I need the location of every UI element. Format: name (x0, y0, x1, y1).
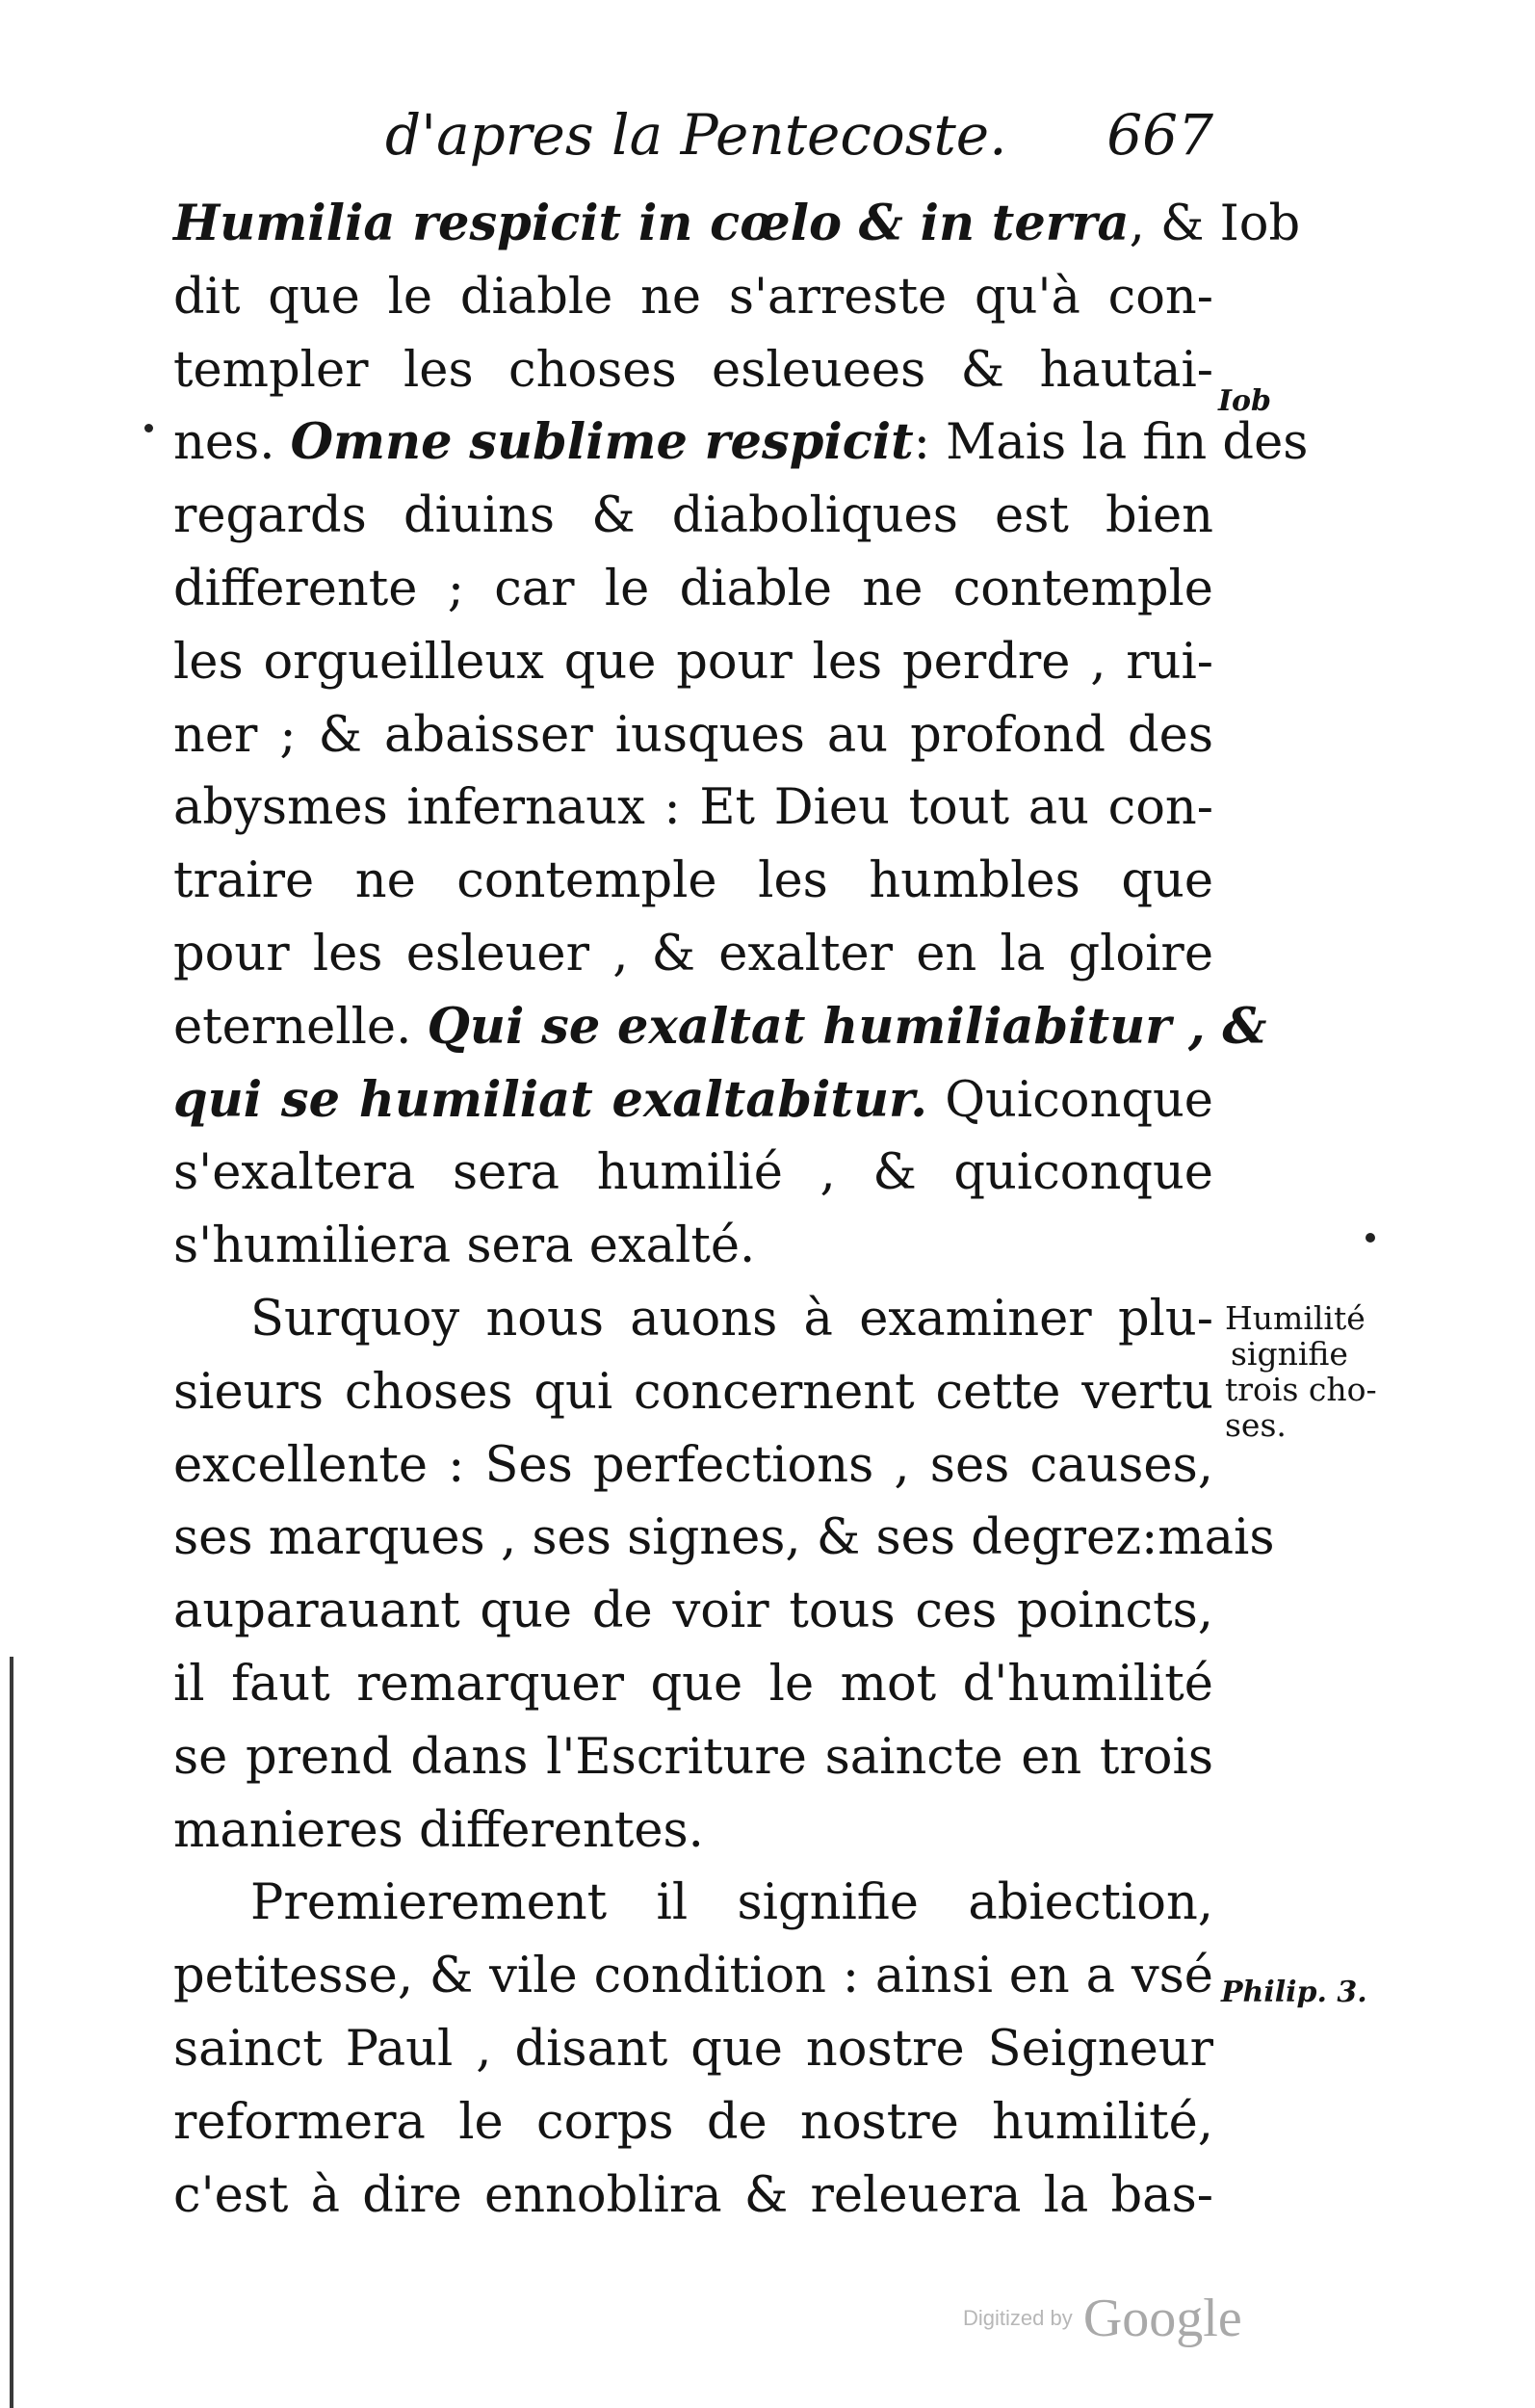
text-run: ses marques , ses signes, & ses degrez:mais (173, 1509, 1275, 1567)
text-run: , & Iob (1129, 196, 1301, 252)
text-line (173, 1721, 1213, 1794)
text-line (173, 1210, 1213, 1283)
watermark-google-logo: Google (1082, 2289, 1242, 2348)
text-line (173, 1356, 1213, 1429)
text-run: Surquoy nous auons à examiner plu- (250, 1290, 1213, 1348)
text-line (173, 918, 1213, 991)
text-run: templer les choses esleuees & hautai- (173, 341, 1213, 399)
text-run: nes. (173, 414, 291, 472)
digitized-watermark (963, 2288, 1290, 2365)
text-line (173, 845, 1213, 918)
running-title: d'apres la Pentecoste. (385, 102, 1007, 168)
text-line (173, 1283, 1213, 1356)
text-run: auparauant que de voir tous ces poincts, (173, 1583, 1213, 1640)
margin-note-line: signifie (1231, 1335, 1348, 1373)
text-line (173, 1648, 1213, 1721)
text-line (173, 334, 1213, 407)
text-run: eternelle. (173, 998, 428, 1056)
text-run: abysmes infernaux : Et Dieu tout au con- (173, 779, 1213, 837)
margin-note-line: ses. (1225, 1406, 1287, 1444)
text-line (173, 1137, 1213, 1210)
page-header (173, 92, 1213, 178)
text-line (173, 699, 1213, 772)
text-run: s'exaltera sera humilié , & quiconque (173, 1144, 1213, 1202)
text-run: petitesse, & vile condition : ainsi en a vsé (173, 1948, 1213, 2005)
margin-note-line: Humilité (1225, 1299, 1366, 1337)
text-run: traire ne contemple les humbles que (173, 852, 1213, 910)
text-line (173, 1064, 1213, 1138)
text-line (173, 2086, 1213, 2159)
text-line (173, 406, 1309, 480)
text-run: sainct Paul , disant que nostre Seigneur (173, 2020, 1213, 2078)
text-line (173, 2159, 1213, 2233)
latin-quote: qui se humiliat exaltabitur. (173, 1070, 927, 1129)
latin-quote: Humilia respicit in cœlo & in terra (173, 195, 1130, 252)
text-run: Premierement il signifie abiection, (250, 1874, 1213, 1932)
text-line (173, 991, 1267, 1064)
text-line (173, 2013, 1213, 2086)
margin-note-humilite (1225, 1300, 1377, 1443)
text-run: pour les esleuer , & exalter en la gloire (173, 925, 1213, 982)
text-run: differente ; car le diable ne contemple (173, 560, 1213, 617)
text-run: dit que le diable ne s'arreste qu'à con- (173, 268, 1213, 326)
ink-speck (1366, 1233, 1375, 1243)
text-line (173, 1502, 1275, 1575)
text-run: excellente : Ses perfections , ses causes, (173, 1436, 1213, 1494)
margin-note-job: Iob (1218, 384, 1272, 418)
margin-note-line: trois cho- (1225, 1371, 1377, 1408)
text-run: c'est à dire ennoblira & releuera la bas- (173, 2166, 1213, 2224)
text-run: s'humiliera sera exalté. (173, 1217, 756, 1275)
text-run: sieurs choses qui concernent cette vertu (173, 1363, 1213, 1421)
text-line (173, 553, 1213, 626)
text-line (173, 1575, 1213, 1648)
text-run: reformera le corps de nostre humilité, (173, 2093, 1213, 2151)
text-line (173, 1940, 1213, 2013)
latin-quote: Qui se exaltat humiliabitur , & (427, 997, 1267, 1056)
text-line (173, 1794, 1213, 1868)
text-run: manieres differentes. (173, 1801, 704, 1859)
text-run: Quiconque (926, 1071, 1213, 1129)
text-line (173, 1429, 1213, 1503)
text-run: les orgueilleux que pour les perdre , rui- (173, 633, 1213, 691)
text-line (173, 1867, 1213, 1940)
latin-quote: Omne sublime respicit (290, 413, 914, 472)
text-line (173, 626, 1213, 699)
margin-note-philip: Philip. 3. (1221, 1976, 1367, 2009)
page-edge-shadow (10, 1657, 13, 2408)
page-number: 667 (1106, 102, 1213, 168)
text-run: regards diuins & diaboliques est bien (173, 487, 1213, 545)
text-line (173, 772, 1213, 845)
text-run: ner ; & abaisser iusques au profond des (173, 706, 1213, 764)
text-run: il faut remarquer que le mot d'humilité (173, 1655, 1213, 1713)
text-line (173, 480, 1213, 553)
text-run: se prend dans l'Escriture saincte en trois (173, 1728, 1213, 1786)
ink-speck (144, 424, 153, 432)
text-line (173, 261, 1213, 334)
watermark-prefix: Digitized by (963, 2306, 1073, 2330)
text-run: : Mais la fin des (913, 414, 1309, 472)
text-line (173, 188, 1301, 261)
